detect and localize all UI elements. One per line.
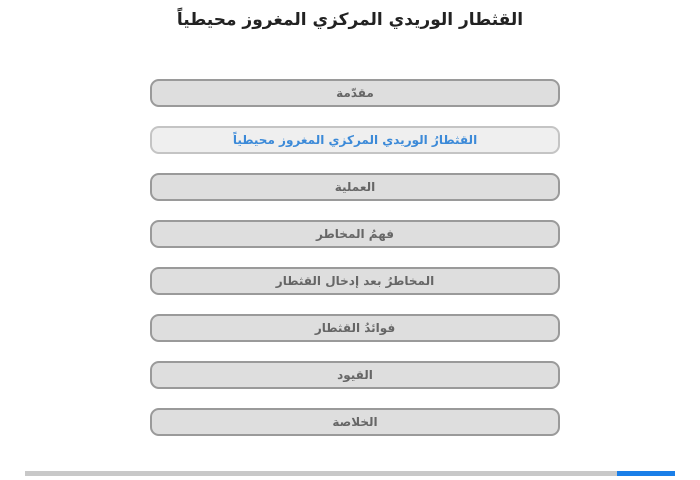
menu-item-risks-after[interactable]: المخاطرُ بعد إدخال القثطار	[150, 267, 560, 295]
menu-item-procedure[interactable]: العملية	[150, 173, 560, 201]
menu-item-limits[interactable]: القيود	[150, 361, 560, 389]
menu-item-conclusion[interactable]: الخلاصة	[150, 408, 560, 436]
menu-item-picc[interactable]: القثطارُ الوريدي المركزي المغروز محيطياً	[150, 126, 560, 154]
module-menu	[150, 79, 560, 436]
menu-item-risks[interactable]: فهمُ المخاطر	[150, 220, 560, 248]
page-title: القثطار الوريدي المركزي المغروز محيطياً	[176, 10, 524, 30]
progress-bar-fill	[617, 471, 676, 476]
menu-item-benefits[interactable]: فوائدُ القثطار	[150, 314, 560, 342]
progress-bar	[25, 471, 675, 476]
menu-item-intro[interactable]: مقدّمة	[150, 79, 560, 107]
